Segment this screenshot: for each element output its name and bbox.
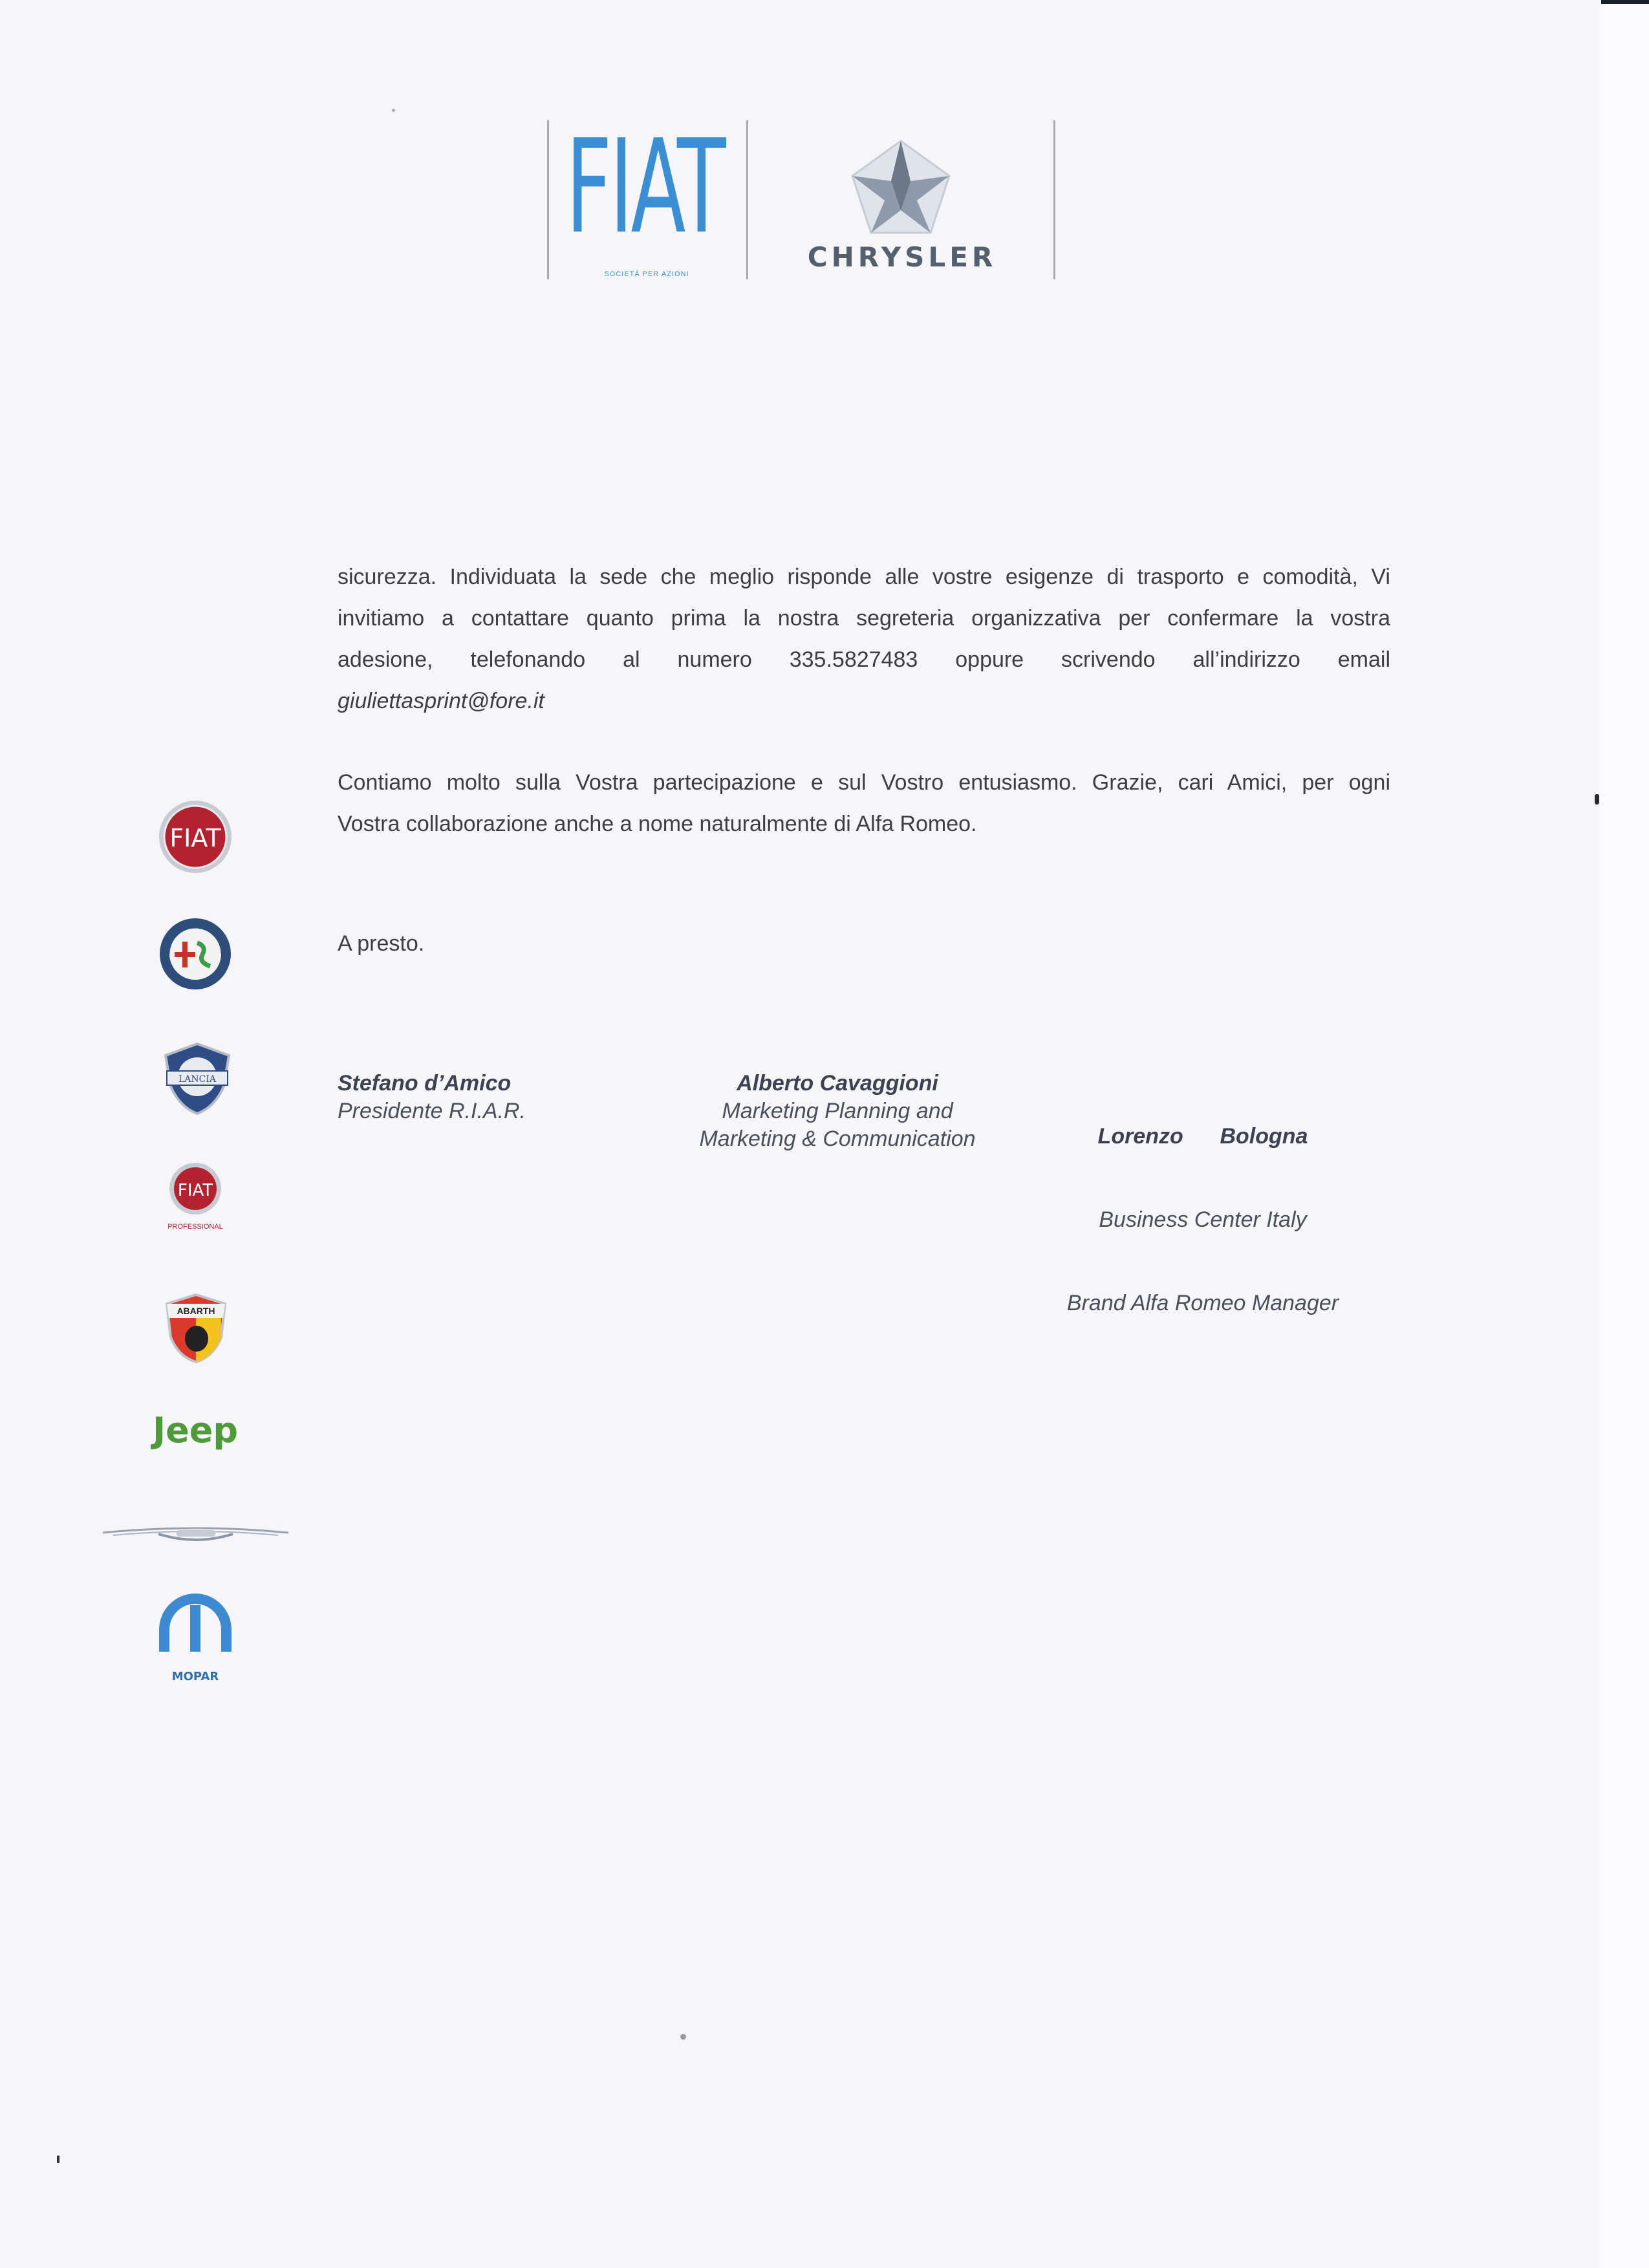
scan-corner bbox=[1601, 0, 1649, 4]
fiat-badge-icon bbox=[157, 799, 233, 875]
signature-block-2 bbox=[653, 1070, 1022, 1153]
closing-greeting: A presto. bbox=[338, 931, 425, 956]
page-edge bbox=[1600, 0, 1649, 2268]
divider-line bbox=[547, 120, 549, 279]
svg-text:FIAT: FIAT bbox=[177, 1181, 213, 1200]
scan-speck bbox=[1595, 794, 1599, 805]
divider-line bbox=[1053, 120, 1055, 279]
text-line: Contiamo molto sulla Vostra partecipazione e sul Vostro entusiasmo. Grazie, cari Amici, per ogni bbox=[338, 770, 1390, 795]
lancia-badge-icon bbox=[162, 1041, 233, 1116]
svg-text:MOPAR: MOPAR bbox=[171, 1670, 219, 1683]
text-line: Vostra collaborazione anche a nome naturalmente di Alfa Romeo. bbox=[338, 812, 977, 836]
signatory-title: Brand Alfa Romeo Manager bbox=[1066, 1291, 1339, 1315]
fiat-logo: FIAT bbox=[566, 112, 724, 263]
scan-speck bbox=[392, 109, 395, 112]
paragraph-2 bbox=[338, 762, 1390, 845]
abarth-badge-icon bbox=[163, 1292, 229, 1365]
signatory-title: Presidente R.I.A.R. bbox=[338, 1099, 526, 1123]
svg-text:ABARTH: ABARTH bbox=[177, 1306, 215, 1316]
text-line: adesione, telefonando al numero 335.5827483 oppure scrivendo all’indirizzo email bbox=[338, 647, 1390, 672]
paragraph-1 bbox=[338, 556, 1390, 722]
signatory-name: Alberto Cavaggioni bbox=[737, 1071, 938, 1096]
svg-text:Jeep: Jeep bbox=[153, 1410, 238, 1451]
signatory-title: Marketing Planning and bbox=[722, 1099, 953, 1123]
fiat-professional-badge-icon bbox=[150, 1156, 241, 1237]
signature-block-1 bbox=[338, 1070, 526, 1125]
signatory-name: Lorenzo Bologna bbox=[1097, 1124, 1308, 1149]
alfa-romeo-badge-icon bbox=[158, 917, 232, 991]
mopar-logo-icon bbox=[150, 1592, 241, 1689]
jeep-logo-icon bbox=[144, 1409, 247, 1454]
svg-text:PROFESSIONAL: PROFESSIONAL bbox=[167, 1223, 223, 1231]
header-logos bbox=[543, 112, 1061, 285]
divider-line bbox=[746, 120, 748, 279]
chrysler-logo: CHRYSLER bbox=[807, 241, 997, 273]
signatory-title: Business Center Italy bbox=[1099, 1207, 1307, 1232]
svg-text:FIAT: FIAT bbox=[169, 824, 221, 852]
chrysler-wings-logo-icon bbox=[100, 1520, 291, 1548]
scan-speck bbox=[57, 2155, 59, 2163]
chrysler-pentastar-icon bbox=[846, 136, 956, 246]
svg-text:LANCIA: LANCIA bbox=[178, 1074, 217, 1085]
scan-speck bbox=[680, 2034, 686, 2040]
signatory-title: Marketing & Communication bbox=[699, 1127, 976, 1151]
signatory-name: Stefano d’Amico bbox=[338, 1071, 512, 1096]
text-line: invitiamo a contattare quanto prima la nostra segreteria organizzativa per confermare la vostra bbox=[338, 606, 1390, 631]
fiat-logo-subtext: SOCIETÀ PER AZIONI bbox=[604, 270, 689, 278]
text-line: sicurezza. Individuata la sede che meglio risponde alle vostre esigenze di trasporto e comodità, Vi bbox=[338, 565, 1390, 589]
signature-block-3 bbox=[1028, 1067, 1377, 1345]
email-link[interactable]: giuliettasprint@fore.it bbox=[338, 689, 544, 713]
